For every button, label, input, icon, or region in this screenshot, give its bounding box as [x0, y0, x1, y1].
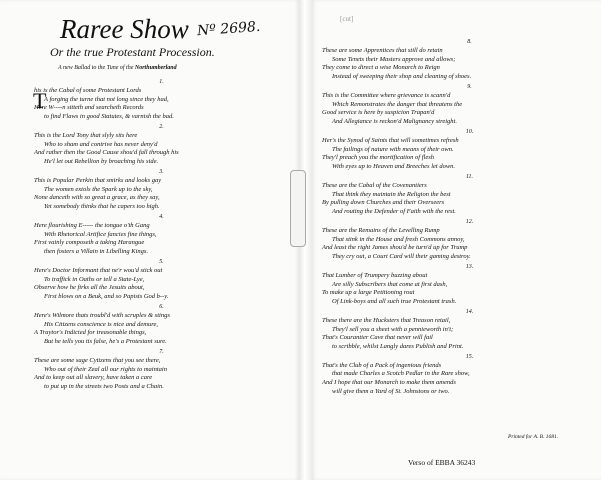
verse-line: And rather then the Good Cause shou'd fall through his — [34, 149, 179, 157]
verse-line: These are some Apprentices that still do retain — [322, 46, 443, 54]
imprint: Printed for A. B. 1681. — [508, 434, 559, 440]
verse-line: Who out of their Zeal all our rights to maintain — [44, 365, 167, 373]
verse-number: 9. — [467, 83, 472, 90]
tune-name: Northumberland — [134, 65, 177, 71]
verse — [322, 308, 597, 352]
verse-line: Are silly Subscribers that come at first dash, — [332, 280, 448, 288]
verse-line: Here's Doctor Informant that ne'r wou'd stick out — [34, 266, 163, 274]
tune-prefix: A new Ballad to the Tune of the — [58, 65, 134, 71]
verse — [322, 38, 597, 82]
left-verses — [34, 77, 289, 392]
verse-number: 5. — [159, 258, 164, 265]
verse — [322, 218, 597, 262]
verse-line: This is the Committee where grievance is scann'd — [322, 91, 451, 99]
verse-line: He'l let out Rebellion by broaching his side. — [44, 158, 159, 166]
tune-line — [58, 65, 177, 71]
verse — [34, 258, 289, 302]
verse — [322, 353, 597, 397]
verse — [34, 303, 289, 347]
verse-line: These are the Cabal of the Covenantiers — [322, 181, 427, 189]
verse-line: A Traytor's Indicted for treasonable things, — [34, 329, 147, 337]
right-verses — [322, 37, 597, 397]
verse-line: To traffick in Oaths or tell a State-Lye, — [44, 275, 145, 283]
verse-line: That stink in the House and fresh Commons annoy, — [332, 235, 465, 243]
verse — [322, 263, 597, 307]
verse-line: First blows on a Beuk, and so Papists God b--y. — [44, 293, 169, 301]
right-page — [312, 0, 601, 480]
verse-line: Here W----n sitteth and searcheth Records — [34, 104, 144, 112]
verse-number: 8. — [467, 39, 472, 45]
verse-line: With eyes up to Heaven and Breeches let down. — [332, 163, 456, 171]
verse-line: They cry out, a Court Card will their gaming destroy. — [332, 253, 471, 261]
verse-line: That Lumber of Trumpery buzzing about — [322, 271, 428, 279]
catalog-stamp: Nº 2698. — [196, 18, 261, 40]
verse-number: 6. — [159, 303, 164, 310]
verse-number: 7. — [159, 348, 164, 355]
verse-line: Here's Wilmore thats troubl'd with scruples & stings — [34, 311, 170, 319]
verse-line: And Allegiance is reckon'd Malignancy streight. — [332, 118, 457, 126]
verse-number: 14. — [465, 308, 474, 315]
verse — [322, 128, 597, 172]
verse-line: Who to sham and contrive has never deny'd — [44, 140, 158, 148]
binding-clip — [290, 170, 306, 247]
verse-line: his is the Cabal of some Protestant Lords — [34, 86, 142, 94]
verse-line: These there are the Hucksters that Treason retail, — [322, 316, 451, 324]
verse — [34, 348, 289, 392]
verse-line: And to keep out all slavery, have taken a care — [34, 374, 153, 382]
verse-line: Instead of sweeping their shop and cleaning of shoes. — [332, 73, 472, 81]
verse-number: 11. — [465, 173, 474, 180]
verse-line: And I hope that our Monarch to make them amends — [322, 379, 456, 387]
verse-number: 1. — [159, 79, 164, 85]
verse-line: These are some sage Cytizens that you see there, — [34, 356, 161, 364]
verse-number: 12. — [465, 218, 474, 225]
verse-number: 2. — [159, 123, 164, 130]
verse-line: His Citizens conscience is nice and demure, — [44, 320, 159, 328]
verse-line: Which Remonstrates the danger that threatens the — [332, 100, 463, 108]
verse-line: Some Tenets their Masters approve and allows; — [332, 55, 456, 63]
verse — [34, 168, 289, 212]
verse-line: to find Flaws in good Statutes, & varnish the bad. — [44, 113, 174, 121]
verse-line: This is the Lord Tony that slyly sits here — [34, 131, 138, 139]
verse-line: That's the Club of a Pack of ingenious friends — [322, 361, 442, 369]
verse-line: They come to direct a wise Monarch to Reign — [322, 64, 440, 72]
drop-capital: T — [33, 88, 47, 113]
verse-line: A forging the turne that not long since they had, — [44, 95, 169, 103]
verse-line: To make up a large Petitioning rout — [322, 289, 415, 297]
verse-line: Observe how he firks all the Jesuits about, — [34, 284, 145, 292]
verse-line: Good service is here by suspicion Trapan'd — [322, 109, 435, 117]
verse — [34, 78, 289, 122]
ballad-title: Raree Show — [60, 14, 189, 44]
verse-line: None danceth with so great a grace, as they say, — [34, 194, 160, 202]
verse-line: But he tells you tis false, he's a Protestant sure. — [44, 338, 167, 346]
verse-line: The failings of nature with means of their own. — [332, 145, 454, 153]
verse-line: That's Courantier Cave that never will fail — [322, 334, 433, 342]
faded-mark: [cut] — [340, 15, 354, 23]
verse-line: First vainly composeth a taking Harangue — [34, 239, 145, 247]
verse-number: 13. — [465, 263, 474, 270]
image-caption: Verso of EBBA 36243 — [408, 458, 476, 467]
verse-number: 4. — [159, 213, 164, 220]
verse-line: that made Charles a Scotch Pedlar in the Rare show, — [332, 370, 470, 378]
verse-line: Here flourishing E----- the tongue o'th Gang — [34, 221, 150, 229]
verse-line: to scribble, whilst Langly dares Publish and Print. — [332, 343, 464, 351]
verse — [322, 83, 597, 127]
verse-line: then fosters a Villain in Libelling Kings. — [44, 248, 149, 256]
left-page — [0, 0, 299, 480]
ballad-subtitle: Or the true Protestant Procession. — [50, 45, 215, 59]
verse — [34, 123, 289, 167]
verse-number: 10. — [465, 128, 474, 135]
verse-line: Of Link-boys and all such true Protestant trash. — [332, 298, 457, 306]
verse-line: And routing the Defender of Faith with the rest. — [332, 208, 456, 216]
verse-line: These are the Remains of the Levelling Rump — [322, 226, 440, 234]
verse-line: They'l preach you the mortification of flesh — [322, 154, 434, 162]
verse-line: Yet somebody thinks that he capers too high. — [44, 203, 160, 211]
verse — [34, 213, 289, 257]
verse-number: 3. — [159, 168, 164, 175]
verse-line: This is Popular Perkin that smirks and looks gay — [34, 176, 162, 184]
verse-line: And least the right James shou'd be turn'd up for Trump — [322, 244, 468, 252]
verse — [322, 173, 597, 217]
verse-line: That think they maintain the Religion the best — [332, 190, 451, 198]
verse-line: The women extols the Spark up to the sky, — [44, 185, 153, 193]
verse-line: to put up in the streets two Posts and a Chain. — [44, 383, 164, 391]
verse-line: With Rhetorical Artifice fancies fine things, — [44, 230, 157, 238]
verse-line: They'l sell you a sheet with a pennieworth in't; — [332, 325, 454, 333]
verse-line: By pulling down Churches and their Overseers — [322, 199, 445, 207]
verse-number: 15. — [465, 353, 474, 360]
verse-line: will give them a Yard of St. Johnstons or two. — [332, 388, 450, 396]
verse-line: Her's the Synod of Saints that will sometimes refresh — [322, 136, 459, 144]
